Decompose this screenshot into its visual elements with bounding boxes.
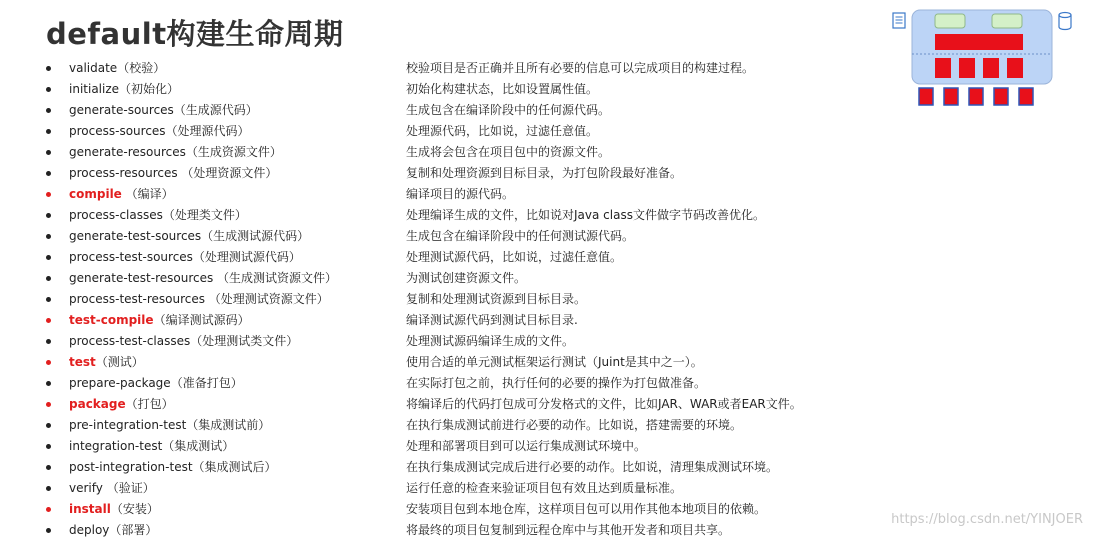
- phase-name-zh: （处理测试类文件）: [190, 334, 299, 348]
- phase-description: 生成包含在编译阶段中的任何源代码。: [406, 103, 611, 117]
- phase-label: [69, 205, 247, 226]
- bullet-icon: [46, 108, 51, 113]
- phase-label: [69, 373, 243, 394]
- phase-name: generate-test-sources: [69, 229, 202, 243]
- phase-description: 在实际打包之前，执行任何的必要的操作为打包做准备。: [406, 376, 707, 390]
- phase-name-zh: （准备打包）: [170, 376, 243, 390]
- phase-row: [0, 268, 1093, 289]
- lifecycle-diagram: [888, 8, 1084, 112]
- phase-name: process-test-resources: [69, 292, 205, 306]
- bullet-icon: [46, 234, 51, 239]
- phase-label: [69, 268, 337, 289]
- bullet-icon: [46, 381, 51, 386]
- phase-name-zh: （打包）: [125, 397, 174, 411]
- bullet-icon: [46, 465, 51, 470]
- phase-name: integration-test: [69, 439, 163, 453]
- phase-label: [69, 478, 155, 499]
- page-title: default构建生命周期: [46, 17, 344, 51]
- phase-description: 处理和部署项目到可以运行集成测试环境中。: [406, 439, 647, 453]
- phase-label: [69, 310, 250, 331]
- database-icon: [1059, 13, 1071, 30]
- phase-row: [0, 289, 1093, 310]
- bullet-icon: [46, 423, 51, 428]
- phase-label: [69, 289, 329, 310]
- phase-name: verify: [69, 481, 103, 495]
- phase-description: 安装项目包到本地仓库，这样项目包可以用作其他本地项目的依赖。: [406, 502, 767, 516]
- phase-description: 将编译后的代码打包成可分发格式的文件，比如JAR、WAR或者EAR文件。: [406, 397, 802, 411]
- phase-name-zh: （处理源代码）: [165, 124, 250, 138]
- phase-name-zh: （部署）: [109, 523, 158, 537]
- bullet-icon: [46, 339, 51, 344]
- bullet-icon: [46, 402, 51, 407]
- phase-label: [69, 100, 258, 121]
- phase-label: [69, 436, 234, 457]
- phase-label: [69, 394, 174, 415]
- phase-name-zh: （集成测试）: [162, 439, 235, 453]
- phase-name: initialize: [69, 82, 120, 96]
- phase-row: [0, 352, 1093, 373]
- phase-name-zh: （编译）: [121, 187, 174, 201]
- phase-row: [0, 205, 1093, 226]
- phase-description: 编译项目的源代码。: [406, 187, 515, 201]
- phase-description: 复制和处理测试资源到目标目录。: [406, 292, 587, 306]
- bullet-icon: [46, 297, 51, 302]
- phase-name: deploy: [69, 523, 110, 537]
- bullet-icon: [46, 87, 51, 92]
- phase-name-zh: （测试）: [95, 355, 144, 369]
- bullet-icon: [46, 213, 51, 218]
- phase-name: validate: [69, 61, 118, 75]
- phase-label: [69, 499, 159, 520]
- bullet-icon: [46, 486, 51, 491]
- phase-row: [0, 247, 1093, 268]
- phase-name-zh: （处理测试源代码）: [192, 250, 301, 264]
- bullet-icon: [46, 528, 51, 533]
- phase-name: generate-sources: [69, 103, 174, 117]
- phase-label: [69, 142, 282, 163]
- phase-label: [69, 247, 301, 268]
- phase-name-zh: （验证）: [102, 481, 155, 495]
- phase-description: 生成将会包含在项目包中的资源文件。: [406, 145, 611, 159]
- phase-name: process-test-classes: [69, 334, 191, 348]
- phase-row: [0, 121, 1093, 142]
- phase-label: [69, 163, 277, 184]
- phase-name-zh: （处理资源文件）: [177, 166, 278, 180]
- phase-name: process-test-sources: [69, 250, 193, 264]
- phase-description: 将最终的项目包复制到远程仓库中与其他开发者和项目共享。: [406, 523, 731, 537]
- phase-name-zh: （处理测试资源文件）: [204, 292, 329, 306]
- phase-row: [0, 415, 1093, 436]
- phase-row: [0, 436, 1093, 457]
- phase-name: post-integration-test: [69, 460, 193, 474]
- phase-name-zh: （处理类文件）: [162, 208, 247, 222]
- phase-description: 处理测试源码编译生成的文件。: [406, 334, 575, 348]
- bullet-icon: [46, 171, 51, 176]
- phase-name: generate-resources: [69, 145, 186, 159]
- phase-row: [0, 478, 1093, 499]
- phase-row: [0, 184, 1093, 205]
- phase-name: generate-test-resources: [69, 271, 214, 285]
- phase-name-zh: （集成测试后）: [192, 460, 277, 474]
- phase-row: [0, 394, 1093, 415]
- phase-label: [69, 184, 174, 205]
- phase-row: [0, 163, 1093, 184]
- phase-description: 处理编译生成的文件，比如说对Java class文件做字节码改善优化。: [406, 208, 765, 222]
- document-icon: [893, 13, 905, 28]
- phase-name: install: [69, 502, 111, 516]
- bullet-icon: [46, 150, 51, 155]
- phase-row: [0, 373, 1093, 394]
- phase-name-zh: （生成源代码）: [173, 103, 258, 117]
- phase-description: 使用合适的单元测试框架运行测试（Juint是其中之一）。: [406, 355, 703, 369]
- phase-name-zh: （编译测试源码）: [153, 313, 250, 327]
- phase-name-zh: （安装）: [110, 502, 159, 516]
- phase-name-zh: （初始化）: [119, 82, 180, 96]
- phase-name: pre-integration-test: [69, 418, 187, 432]
- phase-name: package: [69, 397, 126, 411]
- phase-name: test-compile: [69, 313, 154, 327]
- phase-name-zh: （生成资源文件）: [185, 145, 282, 159]
- bullet-icon: [46, 444, 51, 449]
- phase-description: 生成包含在编译阶段中的任何测试源代码。: [406, 229, 635, 243]
- phase-description: 运行任意的检查来验证项目包有效且达到质量标准。: [406, 481, 683, 495]
- phase-name-zh: （集成测试前）: [186, 418, 271, 432]
- phase-row: [0, 226, 1093, 247]
- phase-name: process-resources: [69, 166, 178, 180]
- phase-label: [69, 121, 250, 142]
- phase-description: 在执行集成测试前进行必要的动作。比如说，搭建需要的环境。: [406, 418, 743, 432]
- phase-label: [69, 331, 298, 352]
- phase-label: [69, 415, 270, 436]
- phase-name: test: [69, 355, 96, 369]
- phase-description: 处理测试源代码，比如说，过滤任意值。: [406, 250, 623, 264]
- phase-description: 在执行集成测试完成后进行必要的动作。比如说，清理集成测试环境。: [406, 460, 779, 474]
- phase-label: [69, 520, 157, 541]
- phase-label: [69, 58, 165, 79]
- watermark: https://blog.csdn.net/YINJOER: [891, 512, 1083, 527]
- phase-label: [69, 226, 309, 247]
- phase-label: [69, 352, 144, 373]
- phase-name: process-classes: [69, 208, 163, 222]
- phase-description: 为测试创建资源文件。: [406, 271, 527, 285]
- phase-row: [0, 457, 1093, 478]
- phase-row: [0, 310, 1093, 331]
- phase-row: [0, 331, 1093, 352]
- phase-description: 初始化构建状态，比如设置属性值。: [406, 82, 599, 96]
- phase-description: 复制和处理资源到目标目录，为打包阶段最好准备。: [406, 166, 683, 180]
- phase-description: 校验项目是否正确并且所有必要的信息可以完成项目的构建过程。: [406, 61, 755, 75]
- phase-description: 编译测试源代码到测试目标目录.: [406, 313, 578, 327]
- phase-label: [69, 79, 179, 100]
- phase-list: [0, 58, 1093, 541]
- phase-name-zh: （校验）: [117, 61, 166, 75]
- phase-name: process-sources: [69, 124, 166, 138]
- bullet-icon: [46, 255, 51, 260]
- phase-row: [0, 142, 1093, 163]
- phase-name-zh: （生成测试资源文件）: [213, 271, 338, 285]
- phase-name: compile: [69, 187, 122, 201]
- phase-name: prepare-package: [69, 376, 171, 390]
- bullet-icon: [46, 276, 51, 281]
- phase-label: [69, 457, 277, 478]
- bullet-icon: [46, 66, 51, 71]
- bullet-icon: [46, 318, 51, 323]
- bullet-icon: [46, 360, 51, 365]
- phase-description: 处理源代码，比如说，过滤任意值。: [406, 124, 599, 138]
- bullet-icon: [46, 507, 51, 512]
- bullet-icon: [46, 129, 51, 134]
- bullet-icon: [46, 192, 51, 197]
- phase-name-zh: （生成测试源代码）: [201, 229, 310, 243]
